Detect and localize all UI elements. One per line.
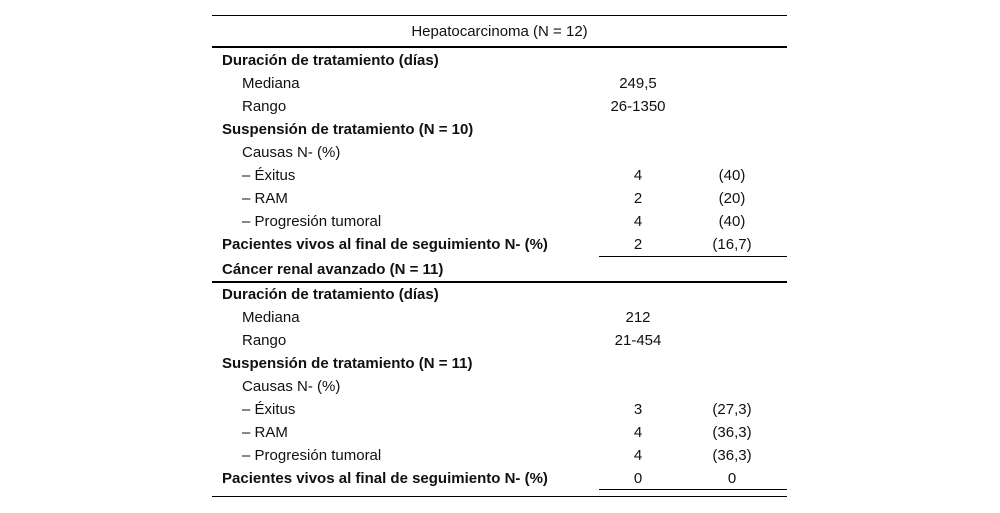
section1-median-value: 249,5 [619, 75, 657, 92]
section1-alive-percent: (16,7) [712, 236, 752, 253]
table-title: Hepatocarcinoma (N = 12) [411, 23, 588, 40]
section2-duration-title: Duración de tratamiento (días) [222, 286, 439, 303]
table-top-rule [212, 15, 787, 16]
section2-median-label: Mediana [242, 309, 300, 326]
cause-label: – RAM [242, 190, 288, 207]
section2-title-row [212, 258, 787, 281]
section2-range-label: Rango [242, 332, 287, 349]
section1-suspension-row [212, 118, 787, 141]
section1-median-label: Mediana [242, 75, 300, 92]
table-row [212, 444, 787, 467]
section1-range-row [212, 95, 787, 118]
section1-duration-title: Duración de tratamiento (días) [222, 52, 439, 69]
section2-median-value: 212 [625, 309, 651, 326]
section1-range-value: 26-1350 [610, 98, 666, 115]
cause-count: 4 [633, 447, 643, 464]
cause-percent: (20) [718, 190, 746, 207]
cause-percent: (40) [718, 167, 746, 184]
section2-title: Cáncer renal avanzado (N = 11) [222, 261, 444, 278]
table-row [212, 421, 787, 444]
cause-percent: (36,3) [712, 447, 752, 464]
cause-count: 2 [633, 190, 643, 207]
cause-count: 4 [633, 167, 643, 184]
cause-percent: (27,3) [712, 401, 752, 418]
section2-alive-row [212, 467, 787, 490]
section2-alive-percent: 0 [727, 470, 737, 487]
cause-label: – RAM [242, 424, 288, 441]
cause-label: – Éxitus [242, 401, 296, 418]
section2-causes-label: Causas N- (%) [242, 378, 341, 395]
section2-range-row [212, 329, 787, 352]
section2-range-value: 21-454 [614, 332, 662, 349]
section2-alive-label: Pacientes vivos al final de seguimiento N- (%) [222, 470, 548, 487]
table-header-row [212, 20, 787, 43]
header-rule [212, 46, 787, 48]
section1-alive-row [212, 233, 787, 256]
cause-count: 4 [633, 213, 643, 230]
section2-median-row [212, 306, 787, 329]
section2-causes-row [212, 375, 787, 398]
cause-label: – Progresión tumoral [242, 447, 382, 464]
table-row [212, 398, 787, 421]
section1-bottom-rule [599, 256, 787, 257]
section1-range-label: Rango [242, 98, 287, 115]
cause-percent: (40) [718, 213, 746, 230]
section1-suspension-title: Suspensión de tratamiento (N = 10) [222, 121, 474, 138]
cause-count: 4 [633, 424, 643, 441]
section2-alive-count: 0 [633, 470, 643, 487]
table-row [212, 210, 787, 233]
section1-causes-label: Causas N- (%) [242, 144, 341, 161]
results-table [212, 0, 787, 513]
section1-alive-label: Pacientes vivos al final de seguimiento N- (%) [222, 236, 548, 253]
section1-duration-row [212, 49, 787, 72]
cause-count: 3 [633, 401, 643, 418]
section2-suspension-title: Suspensión de tratamiento (N = 11) [222, 355, 473, 372]
cause-label: – Progresión tumoral [242, 213, 382, 230]
table-row [212, 164, 787, 187]
cause-percent: (36,3) [712, 424, 752, 441]
cause-label: – Éxitus [242, 167, 296, 184]
table-row [212, 187, 787, 210]
table-bottom-rule [212, 496, 787, 497]
section2-suspension-row [212, 352, 787, 375]
section1-alive-count: 2 [633, 236, 643, 253]
section1-causes-row [212, 141, 787, 164]
section2-bottom-rule-short [599, 489, 787, 490]
section2-duration-row [212, 283, 787, 306]
section1-median-row [212, 72, 787, 95]
